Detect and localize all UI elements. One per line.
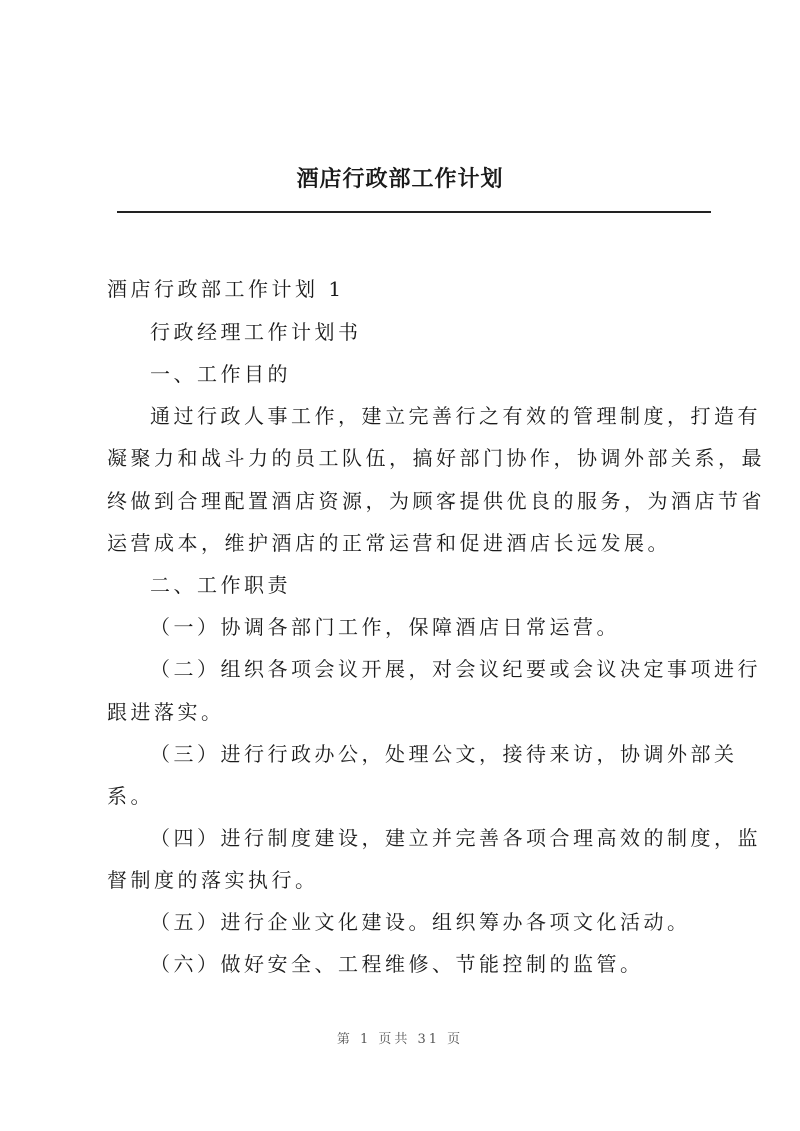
duty-item-4-cont: 督制度的落实执行。: [107, 868, 319, 892]
duty-item-2: （二）组织各项会议开展，对会议纪要或会议决定事项进行: [150, 657, 761, 681]
paragraph-line: 通过行政人事工作，建立完善行之有效的管理制度，打造有: [150, 404, 761, 428]
paragraph-line: 终做到合理配置酒店资源，为顾客提供优良的服务，为酒店节省: [107, 489, 765, 513]
duty-item-4: （四）进行制度建设，建立并完善各项合理高效的制度，监: [150, 826, 761, 850]
duty-item-3-cont: 系。: [107, 784, 154, 808]
title-divider: [117, 211, 711, 213]
section-heading: 酒店行政部工作计划 1: [107, 277, 345, 301]
document-title: 酒店行政部工作计划: [296, 166, 504, 192]
page-number-footer: 第 1 页共 31 页: [336, 1032, 464, 1047]
heading-duties: 二、工作职责: [150, 573, 291, 597]
duty-item-2-cont: 跟进落实。: [107, 700, 225, 724]
paragraph-line: 运营成本，维护酒店的正常运营和促进酒店长远发展。: [107, 531, 671, 555]
duty-item-1: （一）协调各部门工作，保障酒店日常运营。: [150, 615, 620, 639]
duty-item-6: （六）做好安全、工程维修、节能控制的监管。: [150, 952, 644, 976]
duty-item-3: （三）进行行政办公，处理公文，接待来访，协调外部关: [150, 742, 738, 766]
sub-heading: 行政经理工作计划书: [150, 320, 362, 344]
paragraph-line: 凝聚力和战斗力的员工队伍，搞好部门协作，协调外部关系，最: [107, 446, 765, 470]
heading-purpose: 一、工作目的: [150, 362, 291, 386]
duty-item-5: （五）进行企业文化建设。组织筹办各项文化活动。: [150, 910, 691, 934]
